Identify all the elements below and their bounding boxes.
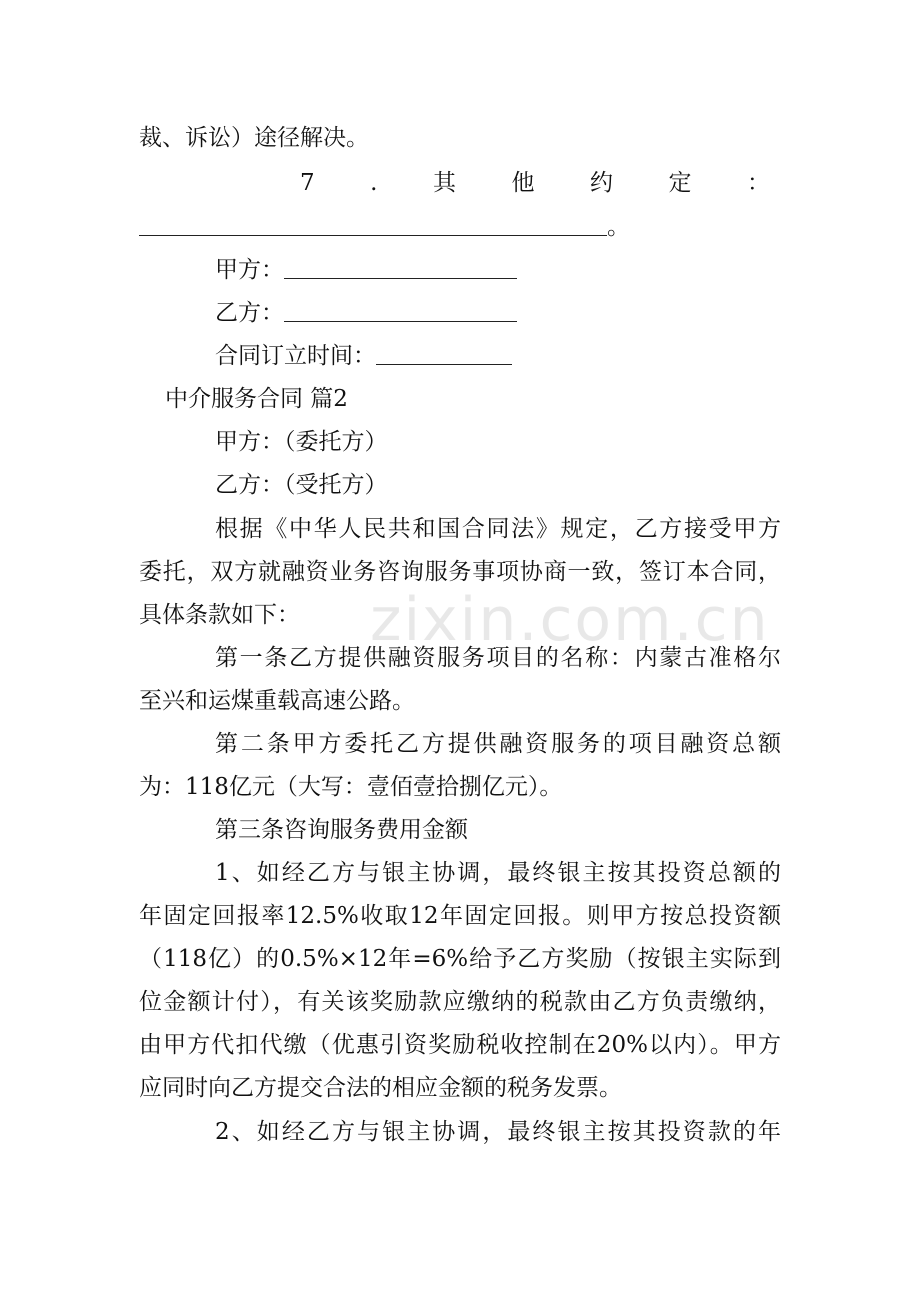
text-line: 第一条乙方提供融资服务项目的名称：内蒙古准格尔 <box>215 645 781 671</box>
heading-char: 其 <box>432 170 456 196</box>
text-line: 位金额计付），有关该奖励款应缴纳的税款由乙方负责缴纳， <box>139 989 781 1015</box>
heading-char: . <box>370 170 378 196</box>
label: 甲方： <box>215 257 284 283</box>
heading-char: ： <box>746 170 770 196</box>
heading-char: 约 <box>589 170 613 196</box>
text-line: 应同时向乙方提交合法的相应金额的税务发票。 <box>139 1075 622 1101</box>
text-line: 为：118亿元（大写：壹佰壹拾捌亿元）。 <box>139 774 563 800</box>
watermark: zixin.com.cn <box>370 585 770 655</box>
blank-underline <box>139 213 607 236</box>
text-line: 。 <box>607 214 630 240</box>
text-line: 2、如经乙方与银主协调，最终银主按其投资款的年 <box>215 1119 781 1145</box>
text-line: 由甲方代扣代缴（优惠引资奖励税收控制在20%以内）。甲方 <box>139 1032 781 1058</box>
text-line: 甲方：（委托方） <box>215 429 388 455</box>
other-terms-heading <box>300 168 770 198</box>
text-line: 委托，双方就融资业务咨询服务事项协商一致，签订本合同， <box>139 559 781 585</box>
text-line: 至兴和运煤重载高速公路。 <box>139 688 415 714</box>
text-line: （118亿）的0.5%×12年=6%给予乙方奖励（按银主实际到 <box>139 946 781 972</box>
text-line: 乙方：（受托方） <box>215 472 388 498</box>
text-line: 根据《中华人民共和国合同法》规定，乙方接受甲方 <box>215 516 781 542</box>
label: 合同订立时间： <box>215 343 376 369</box>
text-line: 第二条甲方委托乙方提供融资服务的项目融资总额 <box>215 731 781 757</box>
party-a-signature <box>215 255 517 285</box>
heading-char: 他 <box>511 170 535 196</box>
contract-date <box>215 341 512 371</box>
party-b-signature <box>215 298 517 328</box>
label: 乙方： <box>215 300 284 326</box>
blank-underline <box>284 256 517 279</box>
blank-underline <box>376 342 512 365</box>
text-line: 年固定回报率12.5%收取12年固定回报。则甲方按总投资额 <box>139 903 781 929</box>
blank-underline <box>284 299 517 322</box>
text-line: 具体条款如下： <box>139 602 300 628</box>
section-heading: 中介服务合同 篇2 <box>165 386 348 412</box>
text-line: 1、如经乙方与银主协调，最终银主按其投资总额的 <box>215 860 781 886</box>
heading-char: 7 <box>300 170 315 196</box>
text-line: 裁、诉讼）途径解决。 <box>139 125 369 151</box>
heading-char: 定 <box>668 170 692 196</box>
text-line: 第三条咨询服务费用金额 <box>215 817 468 843</box>
fill-in-line <box>139 212 630 242</box>
